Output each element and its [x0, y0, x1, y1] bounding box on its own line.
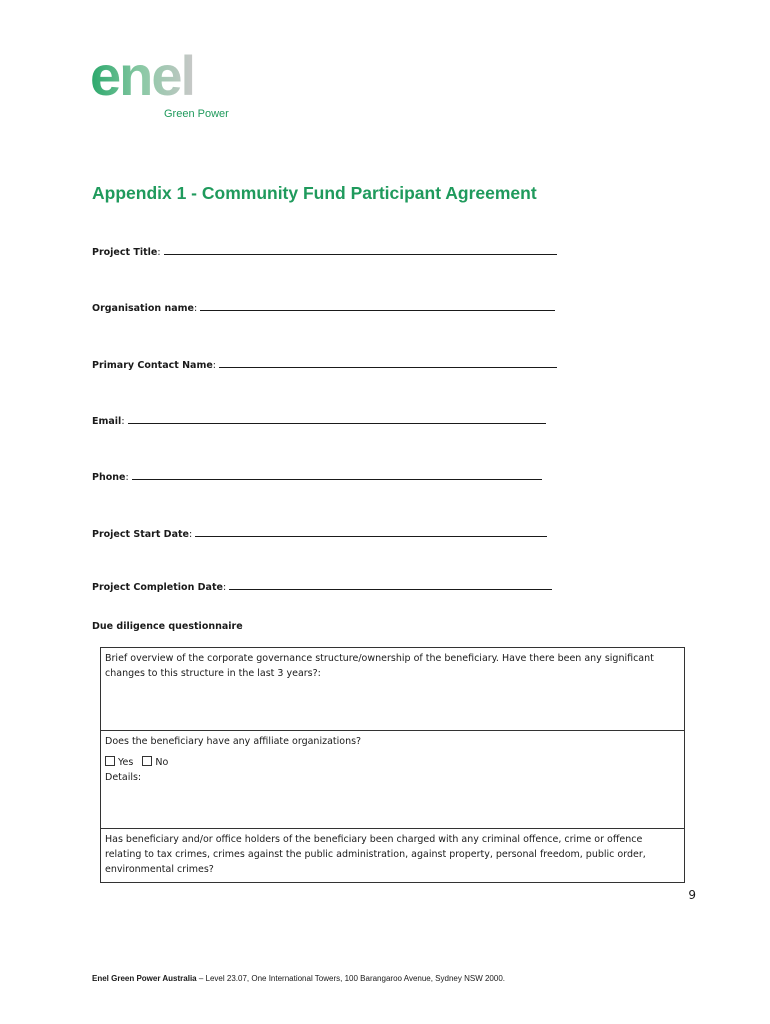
yes-checkbox[interactable]: [105, 756, 115, 766]
questionnaire-heading: Due diligence questionnaire: [92, 621, 243, 632]
logo-wordmark: enel: [90, 45, 195, 107]
footer: [92, 974, 505, 983]
field-email[interactable]: Email:: [92, 414, 546, 427]
enel-green-power-logo: [90, 45, 250, 125]
footer-company: Enel Green Power Australia: [92, 974, 197, 983]
field-organisation-name[interactable]: Organisation name:: [92, 301, 555, 314]
field-label: Phone: [92, 472, 126, 483]
field-label: Project Start Date: [92, 529, 189, 540]
yes-no-options: [105, 755, 680, 770]
yes-label: Yes: [118, 757, 134, 768]
field-label: Organisation name: [92, 303, 194, 314]
field-project-start-date[interactable]: Project Start Date:: [92, 527, 547, 540]
field-phone[interactable]: Phone:: [92, 470, 542, 483]
no-label: No: [155, 757, 169, 768]
field-input-line[interactable]: [128, 414, 546, 424]
field-input-line[interactable]: [229, 580, 552, 590]
field-label: Project Title: [92, 247, 158, 258]
logo-tagline: Green Power: [164, 108, 229, 120]
question-text: Has beneficiary and/or office holders of the beneficiary been charged with any criminal offence, crime or offence relating to tax crimes, crimes against the public administration, against property, personal freedom, public order, environmental crimes?: [105, 834, 646, 875]
question-text: Does the beneficiary have any affiliate organizations?: [105, 736, 362, 747]
field-label: Primary Contact Name: [92, 360, 213, 371]
question-governance[interactable]: [101, 648, 684, 731]
questionnaire-table: [100, 647, 685, 883]
field-primary-contact-name[interactable]: Primary Contact Name:: [92, 358, 557, 371]
no-checkbox[interactable]: [142, 756, 152, 766]
question-criminal-charges[interactable]: [101, 829, 684, 882]
footer-address: – Level 23.07, One International Towers, 100 Barangaroo Avenue, Sydney NSW 2000.: [196, 974, 505, 983]
field-input-line[interactable]: [195, 527, 547, 537]
question-text: Brief overview of the corporate governance structure/ownership of the beneficiary. Have there been any significant changes to this structure in the last 3 years?:: [105, 653, 654, 679]
question-affiliates[interactable]: [101, 731, 684, 829]
field-input-line[interactable]: [219, 358, 557, 368]
field-input-line[interactable]: [164, 245, 557, 255]
page-number: 9: [688, 888, 696, 902]
field-project-title[interactable]: Project Title:: [92, 245, 557, 258]
field-input-line[interactable]: [132, 470, 542, 480]
field-input-line[interactable]: [200, 301, 555, 311]
field-label: Project Completion Date: [92, 582, 223, 593]
details-label: Details:: [105, 772, 142, 783]
field-label: Email: [92, 416, 122, 427]
page-title: Appendix 1 - Community Fund Participant Agreement: [92, 183, 537, 203]
field-project-completion-date[interactable]: Project Completion Date:: [92, 580, 552, 593]
